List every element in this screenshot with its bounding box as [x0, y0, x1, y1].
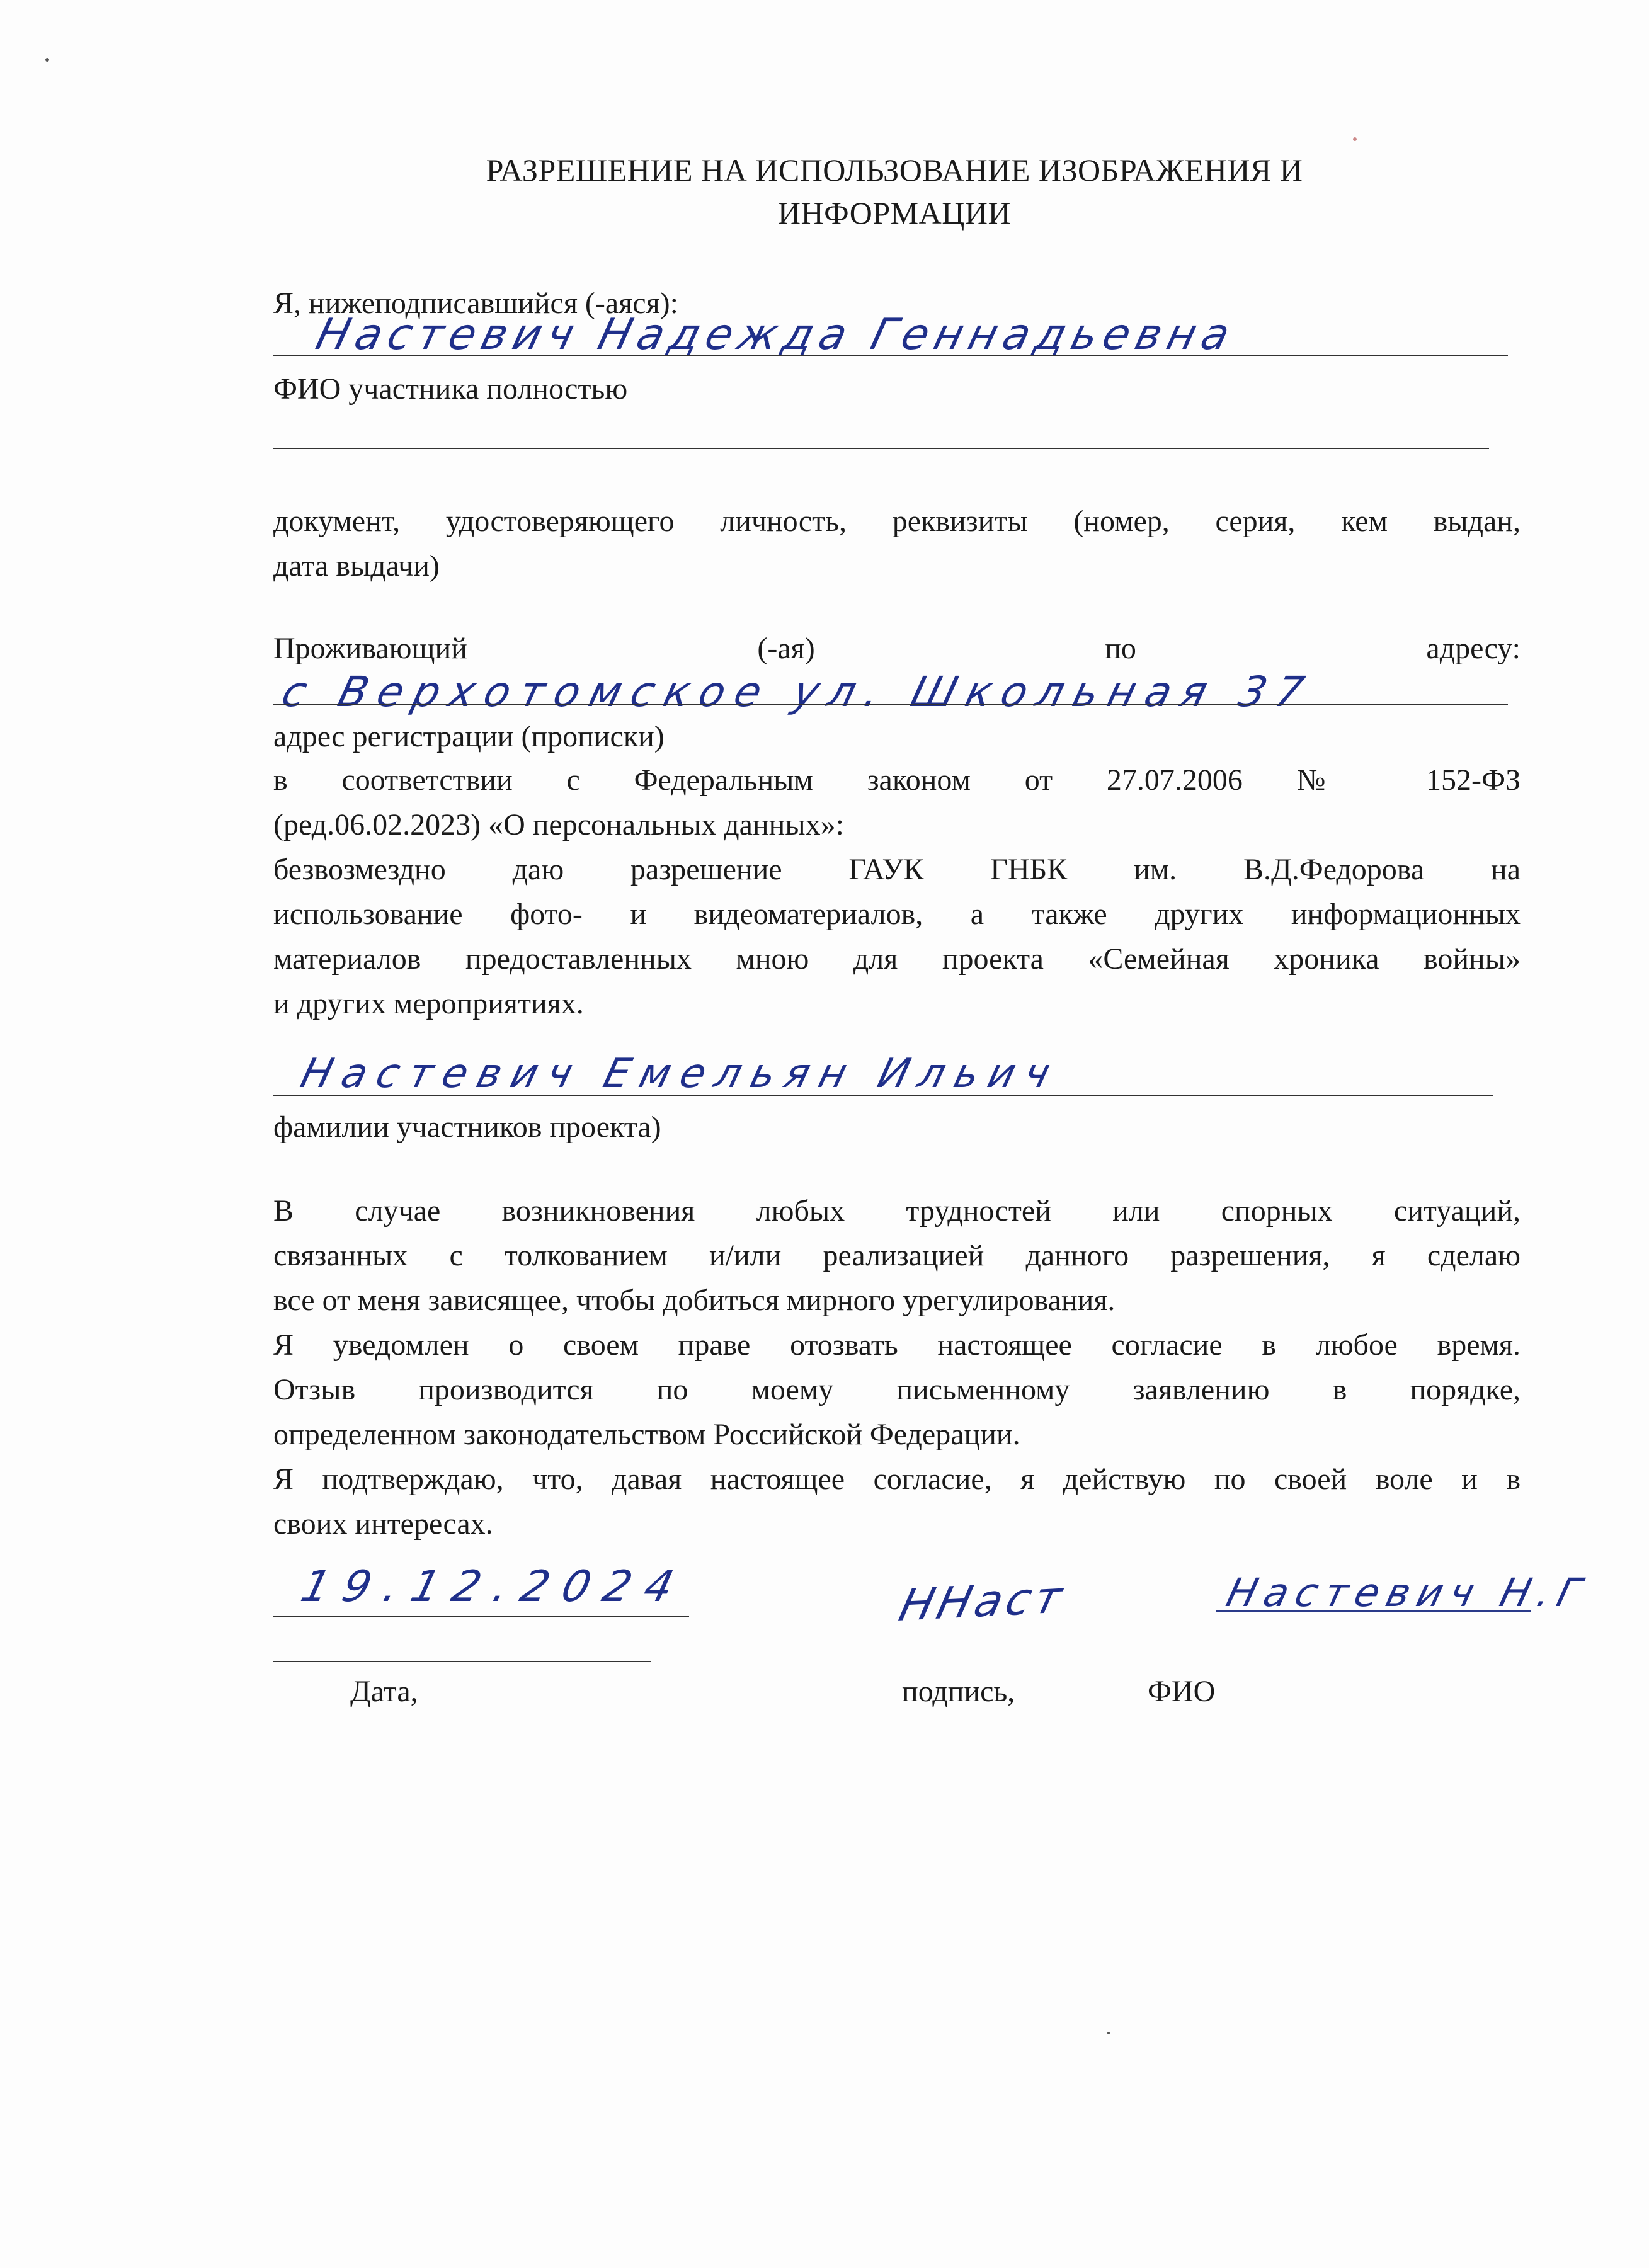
- residing-word: адресу:: [1426, 632, 1521, 665]
- dispute-line: В случае возникновения любых трудностей или спорных ситуаций,: [273, 1194, 1521, 1228]
- notice-line: определенном законодательством Российской Федерации.: [273, 1418, 1020, 1451]
- handwritten-signature: ННаст: [894, 1571, 1071, 1631]
- scan-speck: [1353, 137, 1357, 141]
- date-line: [273, 1616, 689, 1617]
- grant-line: материалов предоставленных мною для проекта «Семейная хроника войны»: [273, 942, 1521, 976]
- date-underline: [273, 1661, 651, 1662]
- document-title-line-2: ИНФОРМАЦИИ: [777, 195, 1012, 231]
- notice-line: Я уведомлен о своем праве отозвать настоящее согласие в любое время.: [273, 1328, 1521, 1362]
- residing-row: [273, 627, 1521, 670]
- scan-speck: [1107, 2032, 1110, 2034]
- id-document-line: дата выдачи): [273, 549, 440, 583]
- handwritten-participants: Настевич Емельян Ильич: [296, 1051, 1065, 1097]
- fio-extra-line: [273, 448, 1489, 449]
- residing-word: (-ая): [757, 632, 815, 665]
- id-document-paragraph: [273, 499, 1521, 588]
- law-paragraph: [273, 758, 1521, 1026]
- handwritten-fio: Настевич Н.Г: [1222, 1570, 1594, 1616]
- fio-label: ФИО участника полностью: [273, 372, 628, 406]
- handwritten-name: Настевич Надежда Геннадьевна: [311, 310, 1241, 360]
- document-title-line-1: РАЗРЕШЕНИЕ НА ИСПОЛЬЗОВАНИЕ ИЗОБРАЖЕНИЯ И: [486, 152, 1303, 188]
- law-line: в соответствии с Федеральным законом от 27.07.2006 № 152-ФЗ: [273, 763, 1521, 797]
- fio-short-label: ФИО: [1148, 1675, 1216, 1708]
- terms-paragraph: [273, 1188, 1521, 1546]
- address-line: [273, 704, 1508, 705]
- grant-line: использование фото- и видеоматериалов, а также других информационных: [273, 898, 1521, 931]
- grant-line: и других мероприятиях.: [273, 987, 584, 1020]
- name-line: [273, 355, 1508, 356]
- handwritten-address: с Верхотомское ул. Школьная 37: [277, 668, 1319, 716]
- residing-word: Проживающий: [273, 632, 467, 665]
- participants-label: фамилии участников проекта): [273, 1110, 661, 1144]
- law-line: (ред.06.02.2023) «О персональных данных»:: [273, 808, 844, 841]
- date-label: Дата,: [350, 1675, 418, 1708]
- undersigned-label: Я, нижеподписавшийся (-аяся):: [273, 287, 678, 320]
- grant-line: безвозмездно даю разрешение ГАУК ГНБК им. В.Д.Федорова на: [273, 853, 1521, 886]
- confirm-line: Я подтверждаю, что, давая настоящее согласие, я действую по своей воле и в: [273, 1462, 1521, 1496]
- participants-line: [273, 1095, 1493, 1096]
- fio-signature-line: [1216, 1610, 1531, 1612]
- signature-label: подпись,: [902, 1675, 1015, 1708]
- notice-line: Отзыв производится по моему письменному заявлению в порядке,: [273, 1373, 1521, 1406]
- address-label: адрес регистрации (прописки): [273, 720, 665, 753]
- confirm-line: своих интересах.: [273, 1507, 493, 1541]
- residing-word: по: [1105, 632, 1136, 665]
- id-document-line: документ, удостоверяющего личность, реквизиты (номер, серия, кем выдан,: [273, 504, 1521, 538]
- dispute-line: связанных с толкованием и/или реализацией данного разрешения, я сделаю: [273, 1239, 1521, 1272]
- scan-speck: [45, 58, 49, 62]
- handwritten-date: 19.12.2024: [296, 1562, 693, 1612]
- dispute-line: все от меня зависящее, чтобы добиться мирного урегулирования.: [273, 1284, 1116, 1317]
